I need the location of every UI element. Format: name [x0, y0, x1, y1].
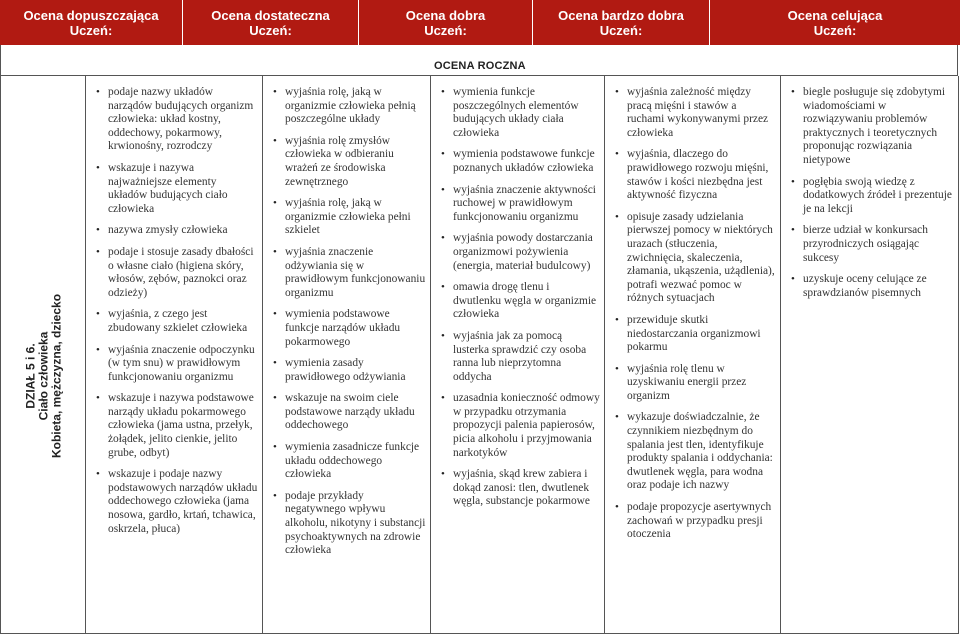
criteria-list [273, 86, 426, 558]
criteria-column-dopuszczajaca [86, 76, 263, 634]
header-student-label: Uczeń: [69, 22, 113, 38]
list-item: • pogłębia swoją wiedzę z dodatkowych źródeł i prezentuje je na lekcji [791, 176, 954, 217]
list-item: • nazywa zmysły człowieka [96, 224, 258, 238]
criteria-list [96, 86, 258, 536]
header-cell-dopuszczajaca [0, 0, 183, 45]
list-item: • uzyskuje oceny celujące ze sprawdzianów pisemnych [791, 273, 954, 300]
list-item: • omawia drogę tlenu i dwutlenku węgla w organizmie człowieka [441, 281, 600, 322]
section-subtitle: Kobieta, mężczyzna, dziecko [49, 293, 64, 459]
header-grade-label: Ocena bardzo dobra [558, 7, 684, 23]
header-student-label: Uczeń: [813, 22, 857, 38]
list-item: • wyjaśnia rolę tlenu w uzyskiwaniu energii przez organizm [615, 363, 776, 404]
header-grade-label: Ocena dobra [405, 7, 486, 23]
list-item: • wskazuje i nazywa najważniejsze elementy układów budujących ciało człowieka [96, 162, 258, 216]
criteria-column-bardzo-dobra [605, 76, 781, 634]
list-item: • wyjaśnia znaczenie aktywności ruchowej w prawidłowym funkcjonowaniu organizmu [441, 184, 600, 225]
header-student-label: Uczeń: [249, 22, 292, 38]
list-item: • biegle posługuje się zdobytymi wiadomościami w rozwiązywaniu problemów praktycznych i teoretycznych proponując rozwiązania nietypowe [791, 86, 954, 168]
list-item: • wyjaśnia rolę, jaką w organizmie człowieka pełnią poszczególne układy [273, 86, 426, 127]
list-item: • wskazuje i nazywa podstawowe narządy układu pokarmowego człowieka (jama ustna, przełyk, żołądek, jelito cienkie, jelito grube, odbyt) [96, 392, 258, 460]
list-item: • przewiduje skutki niedostarczania organizmowi pokarmu [615, 314, 776, 355]
header-grade-label: Ocena celująca [787, 7, 883, 23]
annual-grade-row [0, 45, 958, 76]
list-item: • podaje propozycje asertywnych zachowań w przypadku presji otoczenia [615, 501, 776, 542]
list-item: • bierze udział w konkursach przyrodniczych osiągając sukcesy [791, 224, 954, 265]
list-item: • wskazuje na swoim ciele podstawowe narządy układu oddechowego [273, 392, 426, 433]
list-item: • wyjaśnia rolę zmysłów człowieka w odbieraniu wrażeń ze środowiska zewnętrznego [273, 135, 426, 189]
list-item: • wyjaśnia rolę, jaką w organizmie człowieka pełni szkielet [273, 197, 426, 238]
list-item: • wymienia podstawowe funkcje poznanych układów człowieka [441, 148, 600, 175]
list-item: • wyjaśnia, dlaczego do prawidłowego rozwoju mięśni, stawów i kości niezbędna jest aktywność fizyczna [615, 148, 776, 202]
list-item: • podaje nazwy układów narządów budujących organizm człowieka: układ kostny, oddechowy, pokarmowy, krwionośny, rozrodczy [96, 86, 258, 154]
section-label [25, 276, 64, 476]
list-item: • wyjaśnia powody dostarczania organizmowi pożywienia (energia, materiał budulcowy) [441, 232, 600, 273]
table-header-row [0, 0, 960, 45]
list-item: • wyjaśnia jak za pomocą lusterka sprawdzić czy osoba ranna lub nieprzytomna oddycha [441, 330, 600, 384]
header-student-label: Uczeń: [424, 22, 467, 38]
criteria-list [441, 86, 600, 509]
list-item: • wykazuje doświadczalnie, że czynnikiem niezbędnym do spalania jest tlen, identyfikuje produkty spalania i oddychania: dwutlenek węgla, para wodna oraz podaje ich nazwy [615, 411, 776, 493]
criteria-list [615, 86, 776, 542]
header-grade-label: Ocena dopuszczająca [23, 7, 159, 23]
header-grade-label: Ocena dostateczna [211, 7, 330, 23]
list-item: • wyjaśnia, skąd krew zabiera i dokąd zanosi: tlen, dwutlenek węgla, substancje pokarmowe [441, 468, 600, 509]
criteria-column-dostateczna [263, 76, 431, 634]
criteria-column-dobra [431, 76, 605, 634]
header-student-label: Uczeń: [599, 22, 643, 38]
list-item: • wyjaśnia, z czego jest zbudowany szkielet człowieka [96, 308, 258, 335]
list-item: • wymienia funkcje poszczególnych elementów budujących układy ciała człowieka [441, 86, 600, 140]
list-item: • uzasadnia konieczność odmowy w przypadku otrzymania propozycji palenia papierosów, picia alkoholu i przyjmowania narkotyków [441, 392, 600, 460]
list-item: • wyjaśnia zależność między pracą mięśni i stawów a ruchami wykonywanymi przez człowieka [615, 86, 776, 140]
criteria-grid [0, 76, 959, 634]
list-item: • podaje przykłady negatywnego wpływu alkoholu, nikotyny i substancji psychoaktywnych na zdrowie człowieka [273, 490, 426, 558]
section-title: Ciało człowieka [36, 331, 51, 421]
list-item: • wymienia zasadnicze funkcje układu oddechowego człowieka [273, 441, 426, 482]
list-item: • opisuje zasady udzielania pierwszej pomocy w niektórych urazach (stłuczenia, zwichnięcia, skaleczenia, złamania, ukąszenia, użądlenia), potrafi wezwać pomoc w różnych sytuacjach [615, 211, 776, 306]
header-cell-bardzo-dobra [533, 0, 710, 45]
list-item: • wymienia zasady prawidłowego odżywiania [273, 357, 426, 384]
section-label-cell [0, 76, 86, 634]
list-item: • wyjaśnia znaczenie odpoczynku (w tym snu) w prawidłowym funkcjonowaniu organizmu [96, 344, 258, 385]
list-item: • wskazuje i podaje nazwy podstawowych narządów układu oddechowego człowieka (jama nosowa, gardło, krtań, tchawica, oskrzela, płuca) [96, 468, 258, 536]
list-item: • wymienia podstawowe funkcje narządów układu pokarmowego [273, 308, 426, 349]
list-item: • podaje i stosuje zasady dbałości o własne ciało (higiena skóry, włosów, zębów, paznokci oraz odzieży) [96, 246, 258, 300]
criteria-list [791, 86, 954, 300]
list-item: • wyjaśnia znaczenie odżywiania się w prawidłowym funkcjonowaniu organizmu [273, 246, 426, 300]
header-cell-celujaca [710, 0, 960, 45]
section-number: DZIAŁ 5 i 6. [23, 343, 38, 409]
criteria-column-celujaca [781, 76, 959, 634]
header-cell-dobra [359, 0, 533, 45]
header-cell-dostateczna [183, 0, 359, 45]
annual-grade-label: OCENA ROCZNA [434, 60, 526, 72]
